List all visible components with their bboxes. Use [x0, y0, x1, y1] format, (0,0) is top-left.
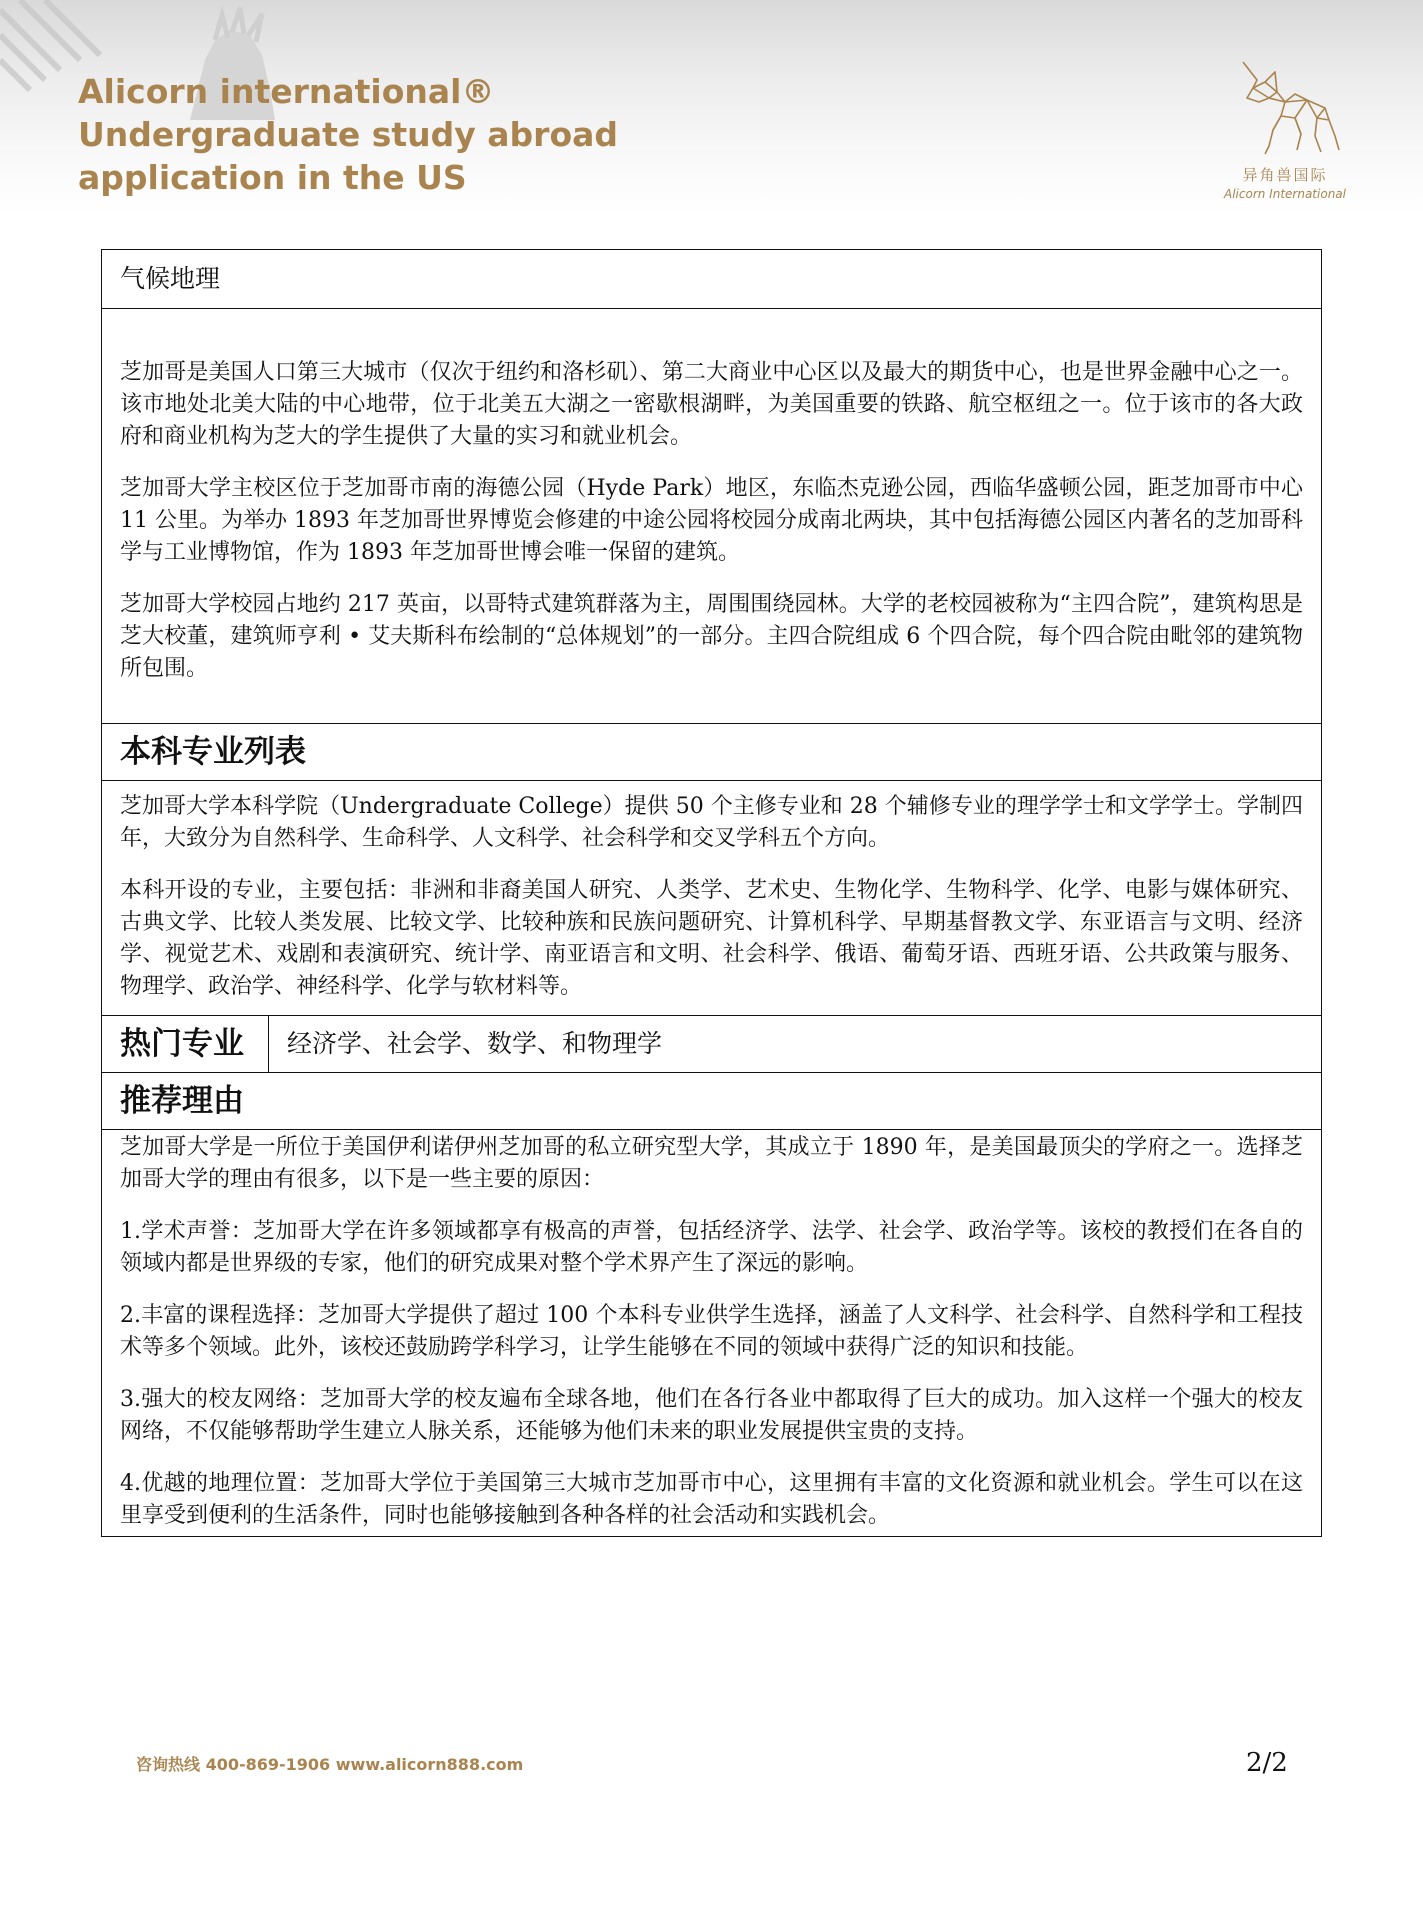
climate-paragraph-1: 芝加哥是美国人口第三大城市（仅次于纽约和洛杉矶）、第二大商业中心区以及最大的期货中心，也是世界金融中心之一。该市地处北美大陆的中心地带，位于北美五大湖之一密歇根湖畔，为美国重要的铁路、航空枢纽之一。位于该市的各大政府和商业机构为芝大的学生提供了大量的实习和就业机会。: [120, 360, 1303, 449]
climate-paragraph-2: 芝加哥大学主校区位于芝加哥市南的海德公园（Hyde Park）地区，东临杰克逊公园，西临华盛顿公园，距芝加哥市中心 11 公里。为举办 1893 年芝加哥世界博览会修建的中途公园将校园分成南北两块，其中包括海德公园区内著名的芝加哥科学与工业博物馆，作为 1893 年芝加哥世博会唯一保留的建筑。: [120, 476, 1303, 565]
hot-majors-label: 热门专业: [102, 1016, 269, 1073]
majors-paragraph-2: 本科开设的专业，主要包括：非洲和非裔美国人研究、人类学、艺术史、生物化学、生物科学、化学、电影与媒体研究、古典文学、比较人类发展、比较文学、比较种族和民族问题研究、计算机科学、早期基督教文学、东亚语言与文明、经济学、视觉艺术、戏剧和表演研究、统计学、南亚语言和文明、社会科学、俄语、葡萄牙语、西班牙语、公共政策与服务、物理学、政治学、神经科学、化学与软材料等。: [120, 878, 1303, 999]
page-number: 2/2: [1246, 1748, 1288, 1778]
footer-contact: 咨询热线 400-869-1906 www.alicorn888.com: [136, 1755, 524, 1774]
info-table: [101, 249, 1322, 1537]
hot-majors-value: 经济学、社会学、数学、和物理学: [269, 1016, 1322, 1073]
brand-title-line3: application in the US: [78, 158, 467, 197]
climate-body: [102, 309, 1322, 724]
majors-paragraph-1: 芝加哥大学本科学院（Undergraduate College）提供 50 个主修专业和 28 个辅修专业的理学学士和文学学士。学制四年，大致分为自然科学、生命科学、人文科学、社会科学和交叉学科五个方向。: [120, 794, 1303, 851]
climate-heading: 气候地理: [102, 250, 1322, 309]
reasons-body: [102, 1130, 1322, 1537]
majors-heading: 本科专业列表: [102, 724, 1322, 781]
logo-chinese-name: 异角兽国际: [1242, 166, 1328, 184]
majors-body: [102, 781, 1322, 1016]
reason-item-1: 1.学术声誉：芝加哥大学在许多领域都享有极高的声誉，包括经济学、法学、社会学、政治学等。该校的教授们在各自的领域内都是世界级的专家，他们的研究成果对整个学术界产生了深远的影响。: [120, 1219, 1303, 1276]
brand-title-line2: Undergraduate study abroad: [78, 115, 619, 154]
reasons-intro: 芝加哥大学是一所位于美国伊利诺伊州芝加哥的私立研究型大学，其成立于 1890 年，是美国最顶尖的学府之一。选择芝加哥大学的理由有很多，以下是一些主要的原因：: [120, 1135, 1303, 1192]
climate-paragraph-3: 芝加哥大学校园占地约 217 英亩，以哥特式建筑群落为主，周围围绕园林。大学的老校园被称为“主四合院”，建筑构思是芝大校董，建筑师亨利 • 艾夫斯科布绘制的“总体规划”的一部分。主四合院组成 6 个四合院，每个四合院由毗邻的建筑物所包围。: [120, 592, 1303, 681]
reason-item-4: 4.优越的地理位置：芝加哥大学位于美国第三大城市芝加哥市中心，这里拥有丰富的文化资源和就业机会。学生可以在这里享受到便利的生活条件，同时也能够接触到各种各样的社会活动和实践机会。: [120, 1471, 1303, 1528]
reason-item-3: 3.强大的校友网络：芝加哥大学的校友遍布全球各地，他们在各行各业中都取得了巨大的成功。加入这样一个强大的校友网络，不仅能够帮助学生建立人脉关系，还能够为他们未来的职业发展提供宝贵的支持。: [120, 1387, 1303, 1444]
reason-item-2: 2.丰富的课程选择：芝加哥大学提供了超过 100 个本科专业供学生选择，涵盖了人文科学、社会科学、自然科学和工程技术等多个领域。此外，该校还鼓励跨学科学习，让学生能够在不同的领域中获得广泛的知识和技能。: [120, 1303, 1303, 1360]
reasons-heading: 推荐理由: [102, 1073, 1322, 1130]
brand-title: [78, 70, 618, 199]
unicorn-logo-icon: [1225, 58, 1345, 158]
logo-english-name: Alicorn International: [1224, 187, 1346, 201]
brand-title-line1: Alicorn international®: [78, 72, 495, 111]
brand-logo: [1205, 58, 1365, 208]
